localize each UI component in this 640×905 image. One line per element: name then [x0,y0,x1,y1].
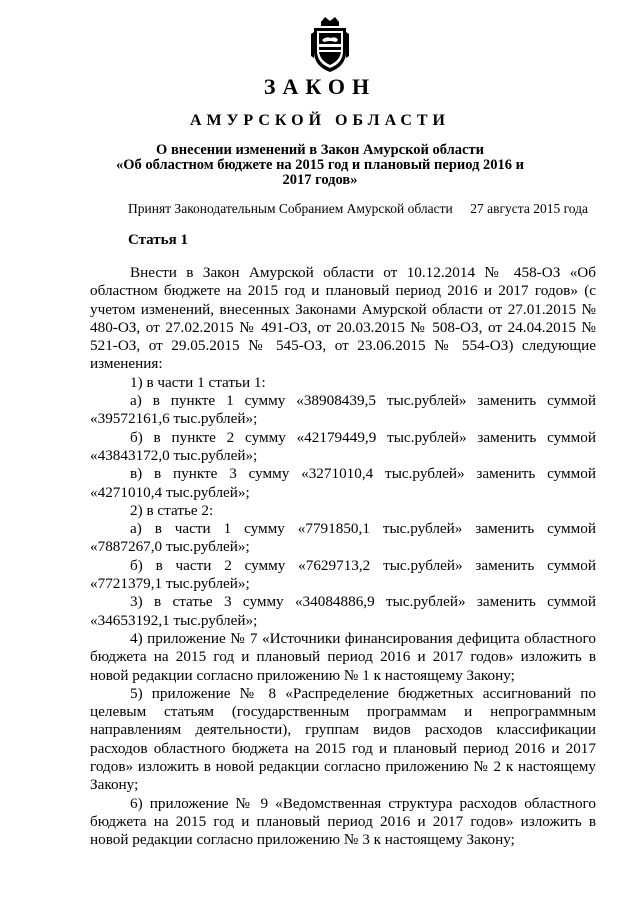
adoption-line [128,201,588,217]
article-title: Статья 1 [128,232,188,248]
paragraph: а) в пункте 1 сумму «38908439,5 тыс.рублей» заменить суммой «39572161,6 тыс.рублей»; [90,392,596,428]
law-heading [100,143,540,188]
paragraph: 3) в статье 3 сумму «34084886,9 тыс.рублей» заменить суммой «34653192,1 тыс.рублей»; [90,593,596,629]
paragraph: б) в части 2 сумму «7629713,2 тыс.рублей» заменить суммой «7721379,1 тыс.рублей»; [90,556,596,593]
law-heading-line: «Об областном бюджете на 2015 год и плановый период 2016 и [115,157,525,173]
paragraph: 2) в статье 2: [130,501,214,519]
paragraph: в) в пункте 3 сумму «3271010,4 тыс.рублей» заменить суммой «4271010,4 тыс.рублей»; [90,465,596,501]
document-title: ЗАКОН [263,74,377,99]
paragraph: б) в пункте 2 сумму «42179449,9 тыс.рублей» заменить суммой «43843172,0 тыс.рублей»; [90,428,596,464]
paragraph: а) в части 1 сумму «7791850,1 тыс.рублей» заменить суммой «7887267,0 тыс.рублей»; [90,520,596,556]
coat-of-arms-icon [301,16,359,74]
paragraph: 5) приложение № 8 «Распределение бюджетных ассигнований по целевым статьям (государственным программам и непрограммным направлениям деятельности), группам видов расходов классификации расходов областного бюджета на 2015 год и плановый период 2016 и 2017 годов» изложить в новой редакции согласно приложению № 2 к настоящему Закону; [90,684,596,794]
paragraph: Внести в Закон Амурской области от 10.12.2014 № 458-ОЗ «Об областном бюджете на 2015 год и плановый период 2016 и 2017 годов» (с учетом изменений, внесенных Законами Амурской области от 27.01.2015 № 480-ОЗ, от 27.02.2015 № 491-ОЗ, от 20.03.2015 № 508-ОЗ, от 24.04.2015 № 521-ОЗ, от 29.05.2015 № 545-ОЗ, от 23.06.2015 № 554-ОЗ) следующие изменения: [90,264,596,373]
paragraph: 1) в части 1 статьи 1: [130,373,266,391]
document-subtitle: АМУРСКОЙ ОБЛАСТИ [190,112,450,129]
article-body [90,264,596,850]
adopted-by: Принят Законодательным Собранием Амурской области [128,201,453,216]
paragraph: 6) приложение № 9 «Ведомственная структура расходов областного бюджета на 2015 год и плановый период 2016 и 2017 годов» изложить в новой редакции согласно приложению № 3 к настоящему Закону; [90,794,596,849]
adopted-date: 27 августа 2015 года [470,201,588,216]
paragraph: 4) приложение № 7 «Источники финансирования дефицита областного бюджета на 2015 год и плановый период 2016 и 2017 годов» изложить в новой редакции согласно приложению № 1 к настоящему Закону; [90,629,596,684]
law-heading-line: О внесении изменений в Закон Амурской области [156,142,484,158]
law-heading-line: 2017 годов» [282,172,358,188]
